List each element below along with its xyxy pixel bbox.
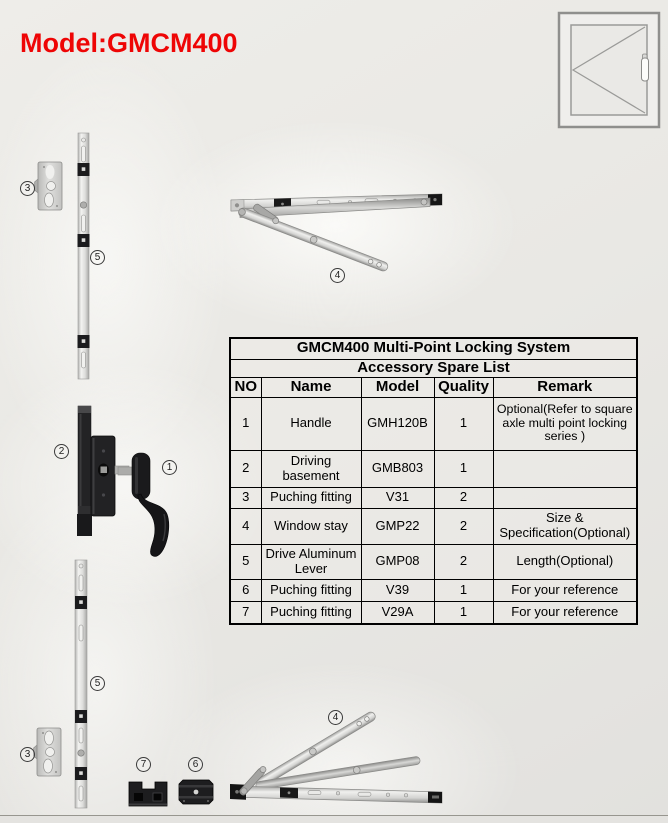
callout-driving-basement: 2 [54,444,69,459]
cell-remark: Size & Specification(Optional) [493,508,637,544]
cell-name: Window stay [261,508,361,544]
keeper-plate-bottom [33,721,63,783]
keeper-plate-top [34,155,64,217]
cell-no: 2 [230,450,261,487]
cell-quality: 1 [434,397,493,450]
cell-model: GMP08 [361,544,434,579]
cell-no: 3 [230,487,261,508]
table-title-line2: Accessory Spare List [230,359,637,377]
accessory-spare-list-table [229,337,638,625]
table-row [230,508,637,544]
table-header-row [230,377,637,397]
table-row [230,397,637,450]
callout-stay-bottom: 4 [328,710,343,725]
callout-lever-bottom: 5 [90,676,105,691]
cell-name: Handle [261,397,361,450]
cell-no: 7 [230,601,261,624]
col-header-model: Model [361,377,434,397]
cell-quality: 1 [434,601,493,624]
callout-fitting-v29a: 7 [136,757,151,772]
casement-window-icon [556,10,662,130]
cell-name: Driving basement [261,450,361,487]
cell-model: GMP22 [361,508,434,544]
table-row [230,338,637,359]
cell-quality: 2 [434,544,493,579]
stay-front-arm [237,207,389,273]
cell-quality: 2 [434,487,493,508]
col-header-remark: Remark [493,377,637,397]
cell-name: Puching fitting [261,579,361,601]
cell-name: Puching fitting [261,487,361,508]
col-header-quality: Quality [434,377,493,397]
cell-quality: 1 [434,450,493,487]
punching-fitting-v29a [126,779,170,811]
table-title-line1: GMCM400 Multi-Point Locking System [230,338,637,359]
cell-no: 4 [230,508,261,544]
cell-no: 6 [230,579,261,601]
window-handle-glyph [642,58,649,81]
cell-model: V31 [361,487,434,508]
table-row [230,579,637,601]
callout-keeper-top: 3 [20,181,35,196]
window-stay-top [225,185,455,280]
cell-model: GMB803 [361,450,434,487]
table-row [230,601,637,624]
col-header-no: NO [230,377,261,397]
punching-fitting-v39 [176,777,216,807]
callout-lever-top: 5 [90,250,105,265]
cell-quality: 1 [434,579,493,601]
cell-model: GMH120B [361,397,434,450]
cell-model: V29A [361,601,434,624]
cell-remark: Length(Optional) [493,544,637,579]
cell-remark [493,450,637,487]
callout-keeper-bottom: 3 [20,747,35,762]
cell-remark [493,487,637,508]
table-row [230,450,637,487]
col-header-name: Name [261,377,361,397]
cell-no: 1 [230,397,261,450]
page-title: Model:GMCM400 [20,28,238,58]
cell-remark: Optional(Refer to square axle multi point locking series ) [493,397,637,450]
cell-model: V39 [361,579,434,601]
table-row [230,359,637,377]
callout-stay-top: 4 [330,268,345,283]
table-row [230,487,637,508]
table-row [230,544,637,579]
cell-quality: 2 [434,508,493,544]
cell-no: 5 [230,544,261,579]
callout-fitting-v39: 6 [188,757,203,772]
cell-remark: For your reference [493,579,637,601]
cell-remark: For your reference [493,601,637,624]
callout-handle: 1 [162,460,177,475]
stay-track [230,784,442,803]
cell-name: Puching fitting [261,601,361,624]
cell-name: Drive Aluminum Lever [261,544,361,579]
